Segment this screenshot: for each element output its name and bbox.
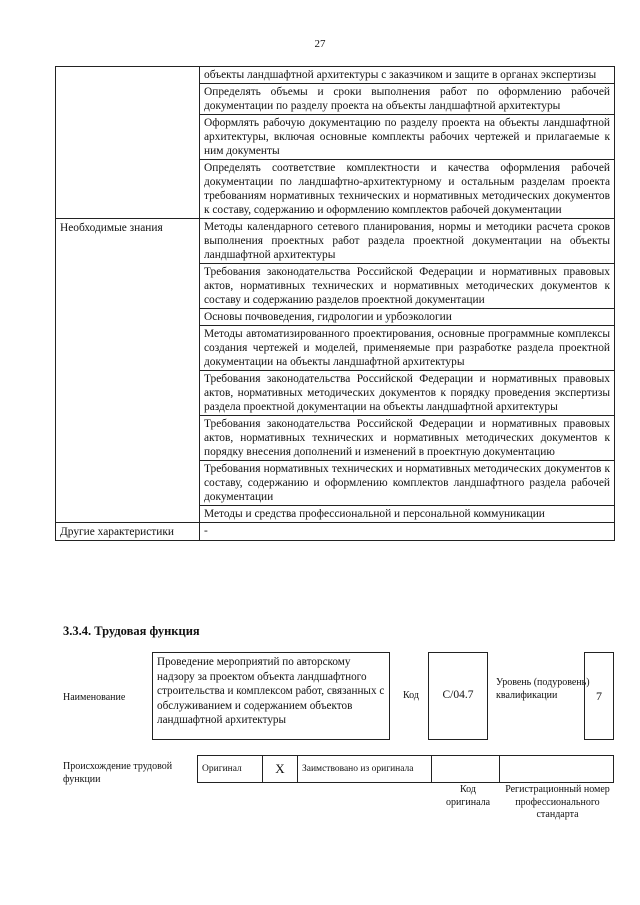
original-code-cell [432, 756, 500, 783]
level-value-box: 7 [584, 652, 614, 740]
row-label [56, 67, 200, 219]
table-row [56, 219, 615, 264]
origin-table [197, 755, 614, 783]
function-name-box: Проведение мероприятий по авторскому надзору за проектом объекта ландшафтного строительства и комплексом работ, связанных с обслуживанием и содержанием объектов ландшафтной архитектуры [152, 652, 390, 740]
original-mark: X [263, 756, 298, 783]
row-text: объекты ландшафтной архитектуры с заказчиком и защите в органах экспертизы [200, 67, 615, 84]
row-text: Определять соответствие комплектности и качества оформления рабочей документации по ландшафтно-архитектурному и остальным разделам проекта требованиям нормативных технических и нормативных методических документов к составу, содержанию и оформлению комплектов рабочей документации [200, 160, 615, 219]
code-label: Код [403, 690, 419, 701]
borrowed-label: Заимствовано из оригинала [298, 756, 432, 783]
row-text: Требования законодательства Российской Федерации и нормативных правовых актов, нормативных технических и нормативных методических документов к порядку внесения дополнений и изменений в проектную документацию [200, 416, 615, 461]
row-text: Основы почвоведения, гидрологии и урбоэкологии [200, 309, 615, 326]
registration-number-cell [500, 756, 614, 783]
page-number: 27 [314, 38, 326, 50]
section-heading: 3.3.4. Трудовая функция [63, 624, 200, 638]
row-text: Оформлять рабочую документацию по разделу проекта на объекты ландшафтной архитектуры, включая основные комплекты рабочих чертежей и прилагаемые к ним документы [200, 115, 615, 160]
row-label-knowledge: Необходимые знания [56, 219, 200, 523]
original-label: Оригинал [198, 756, 263, 783]
registration-caption: Регистрационный номер профессионального стандарта [505, 784, 610, 820]
requirements-table [55, 66, 615, 541]
row-text: Методы и средства профессиональной и персональной коммуникации [200, 506, 615, 523]
row-text: - [200, 523, 615, 541]
row-text: Методы автоматизированного проектирования, основные программные комплексы создания чертежей и моделей, применяемые при разработке раздела проектной документации на объекты ландшафтной архитектуры [200, 326, 615, 371]
level-label: Уровень (подуровень) квалификации [496, 677, 590, 701]
original-code-caption: Код оригинала [445, 784, 491, 808]
row-label-other: Другие характеристики [56, 523, 200, 541]
table-row [56, 67, 615, 84]
row-text: Требования законодательства Российской Федерации и нормативных правовых актов, нормативных методических документов к порядку проведения экспертизы раздела проектной документации на объекты ландшафтной архитектуры [200, 371, 615, 416]
row-text: Требования нормативных технических и нормативных методических документов к составу, содержанию и оформлению комплектов ландшафтного раздела рабочей документации [200, 461, 615, 506]
row-text: Методы календарного сетевого планирования, нормы и методики расчета сроков выполнения проектных работ раздела проектной документации на объекты ландшафтной архитектуры [200, 219, 615, 264]
row-text: Требования законодательства Российской Федерации и нормативных правовых актов, нормативных технических и нормативных методических документов к составу и содержанию разделов проектной документации [200, 264, 615, 309]
code-value-box: С/04.7 [428, 652, 488, 740]
row-text: Определять объемы и сроки выполнения работ по оформлению рабочей документации по разделу проекта на объекты ландшафтной архитектуры [200, 84, 615, 115]
table-row [56, 523, 615, 541]
name-label: Наименование [63, 692, 126, 703]
origin-label: Происхождение трудовой функции [63, 761, 173, 785]
